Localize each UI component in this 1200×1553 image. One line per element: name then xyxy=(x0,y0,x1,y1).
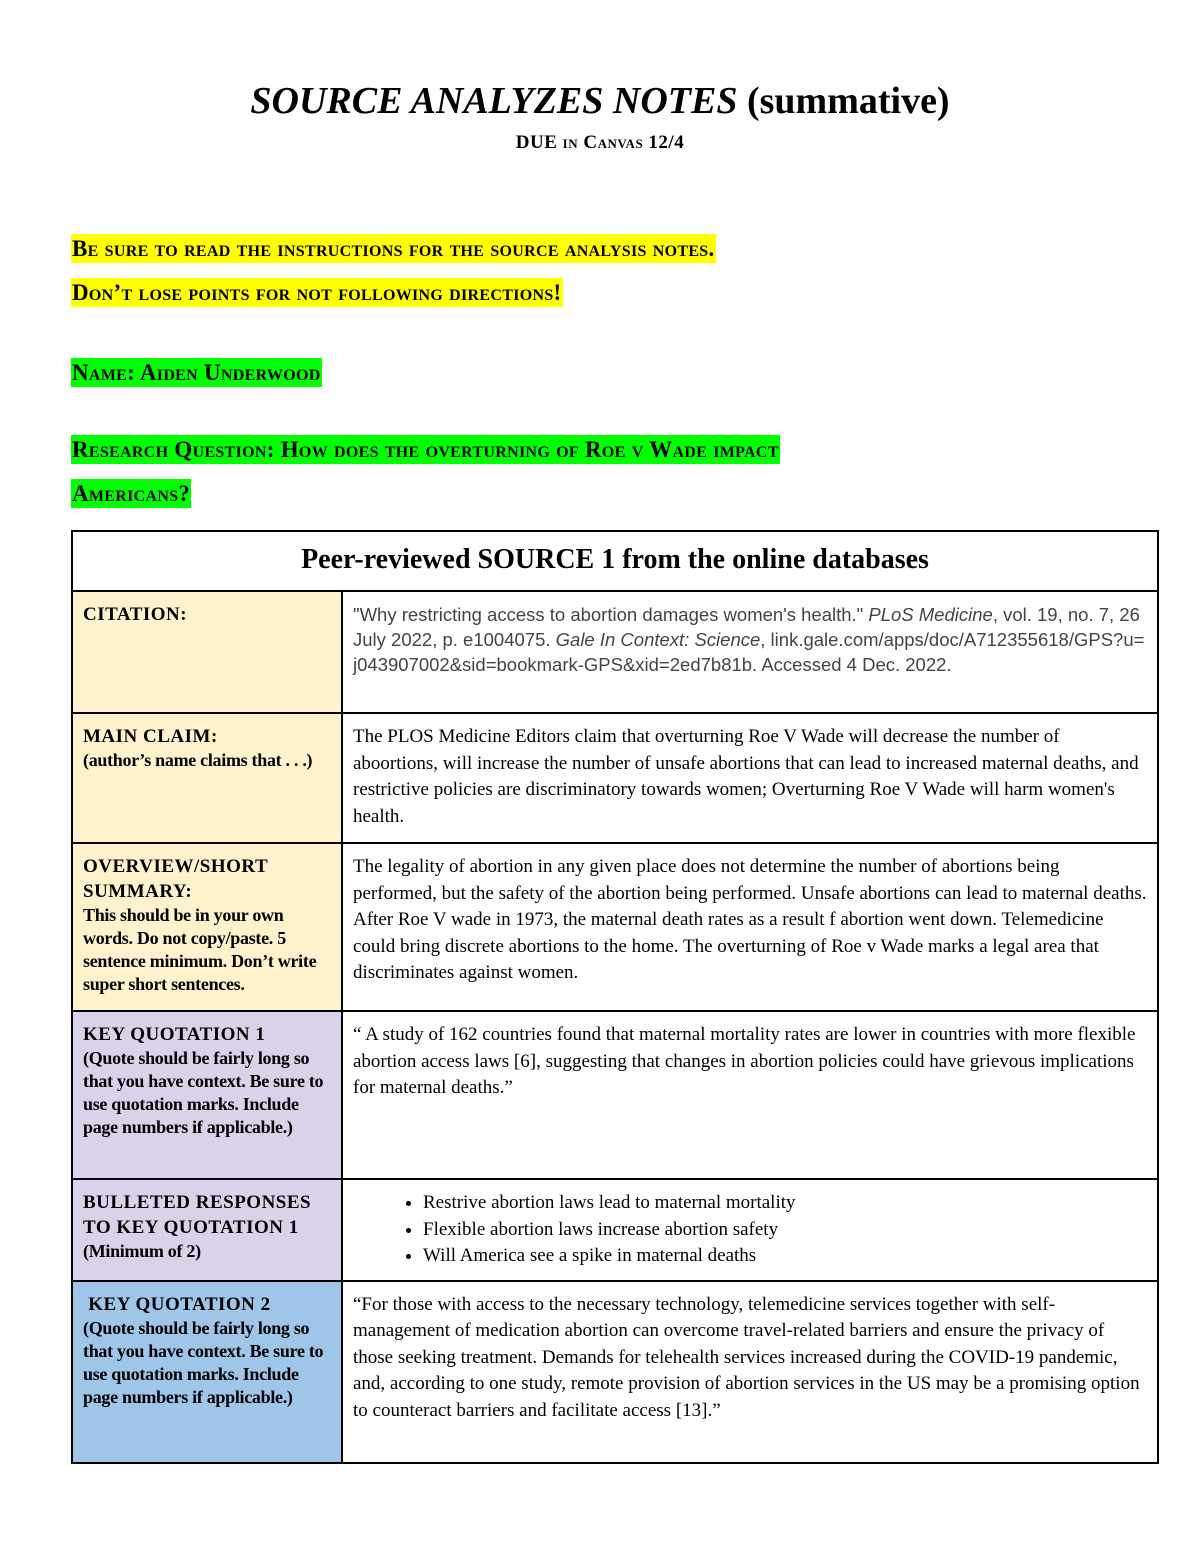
instructions-line-2: Don’t lose points for not following directions! xyxy=(72,280,562,305)
instructions-notice xyxy=(71,227,1071,315)
key-quotation-2-label: KEY QUOTATION 2 xyxy=(83,1293,271,1315)
title-paren-open: ( xyxy=(737,80,760,122)
list-item: • Restrive abortion laws lead to maternal mortality xyxy=(423,1190,1147,1217)
citation-journal: PLoS Medicine xyxy=(868,604,993,625)
bulleted-responses-label-cell xyxy=(72,1179,342,1281)
page-title xyxy=(0,76,1200,126)
research-question xyxy=(71,428,1071,516)
citation-text-c: , link.gale.com/apps/doc/A712355618/GPS?u=j043907002&sid=bookmark-GPS&xid=2ed7b81b. Accessed 4 Dec. 2022. xyxy=(353,629,1145,675)
bulleted-responses-list xyxy=(353,1190,1147,1270)
key-quotation-1-label: KEY QUOTATION 1 xyxy=(83,1024,266,1045)
source-notes-table xyxy=(71,530,1159,1464)
table-row xyxy=(72,1179,1158,1281)
key-quotation-2-note: (Quote should be fairly long so that you have context. Be sure to use quotation marks. Include page numbers if applicable.) xyxy=(83,1317,324,1407)
student-name xyxy=(71,351,1071,395)
table-header-row xyxy=(72,531,1158,591)
main-claim-cell[interactable]: The PLOS Medicine Editors claim that overturning Roe V Wade will decrease the number of aboortions, will increase the number of unsafe abortions that can lead to increased maternal deaths, and restrictive policies are discriminatory towards women; Overturning Roe V Wade will harm women's health. xyxy=(342,713,1158,843)
citation-text-b: , vol. 19, no. 7, 26 July 2022, p. e1004075. xyxy=(353,604,1140,650)
research-question-line-1: Research Question: How does the overturning of Roe v Wade impact xyxy=(72,437,779,462)
title-suffix: summative) xyxy=(759,80,950,122)
citation-label: CITATION: xyxy=(83,604,188,625)
citation-cell[interactable] xyxy=(342,591,1158,713)
key-quotation-2-cell[interactable]: “For those with access to the necessary technology, telemedicine services together with self-management of medication abortion can overcome travel-related barriers and ensure the privacy of those seeking treatment. Demands for telehealth services increased during the COVID-19 pandemic, and, according to one study, remote provision of abortion services in the US may be a promising option to counteract barriers and facilitate access [13].” xyxy=(342,1281,1158,1463)
table-row xyxy=(72,713,1158,843)
table-row xyxy=(72,1011,1158,1179)
main-claim-label: MAIN CLAIM: xyxy=(83,726,218,747)
citation-label-cell xyxy=(72,591,342,713)
key-quotation-1-cell[interactable]: “ A study of 162 countries found that maternal mortality rates are lower in countries with more flexible abortion access laws [6], suggesting that changes in abortion policies could have grievous implications for maternal deaths.” xyxy=(342,1011,1158,1179)
citation-database: Gale In Context: Science xyxy=(555,629,761,650)
overview-note: This should be in your own words. Do not copy/paste. 5 sentence minimum. Don’t write super short sentences. xyxy=(83,905,317,994)
table-row xyxy=(72,591,1158,713)
overview-label: OVERVIEW/SHORT SUMMARY: xyxy=(83,856,268,902)
key-quotation-1-note: (Quote should be fairly long so that you have context. Be sure to use quotation marks. Include page numbers if applicable.) xyxy=(83,1048,324,1137)
key-quotation-2-label-cell xyxy=(72,1281,342,1463)
table-row xyxy=(72,843,1158,1011)
list-item: • Flexible abortion laws increase abortion safety xyxy=(423,1217,1147,1244)
overview-cell[interactable]: The legality of abortion in any given place does not determine the number of abortions being performed, but the safety of the abortion being performed. Unsafe abortions can lead to maternal deaths. After Roe V wade in 1973, the maternal death rates as a result f abortion went down. Telemedicine could bring discrete abortions to the home. The overturning of Roe v Wade marks a legal area that discriminates against women. xyxy=(342,843,1158,1011)
bulleted-responses-note: (Minimum of 2) xyxy=(83,1241,201,1261)
title-main: SOURCE ANALYZES NOTES xyxy=(250,80,738,122)
list-item: • Will America see a spike in maternal deaths xyxy=(423,1243,1147,1270)
bulleted-responses-label: BULLETED RESPONSES TO KEY QUOTATION 1 xyxy=(83,1192,312,1238)
student-name-text: Name: Aiden Underwood xyxy=(72,360,321,385)
instructions-line-1: Be sure to read the instructions for the source analysis notes. xyxy=(72,236,715,261)
main-claim-note: (author’s name claims that . . .) xyxy=(83,750,313,770)
table-row xyxy=(72,1281,1158,1463)
table-header: Peer-reviewed SOURCE 1 from the online databases xyxy=(72,531,1158,591)
main-claim-label-cell xyxy=(72,713,342,843)
research-question-line-2: Americans? xyxy=(72,481,191,506)
key-quotation-1-label-cell xyxy=(72,1011,342,1179)
citation-text-a: "Why restricting access to abortion damages women's health." xyxy=(353,604,869,625)
overview-label-cell xyxy=(72,843,342,1011)
bulleted-responses-cell[interactable] xyxy=(342,1179,1158,1281)
due-date: DUE in Canvas 12/4 xyxy=(515,132,685,153)
